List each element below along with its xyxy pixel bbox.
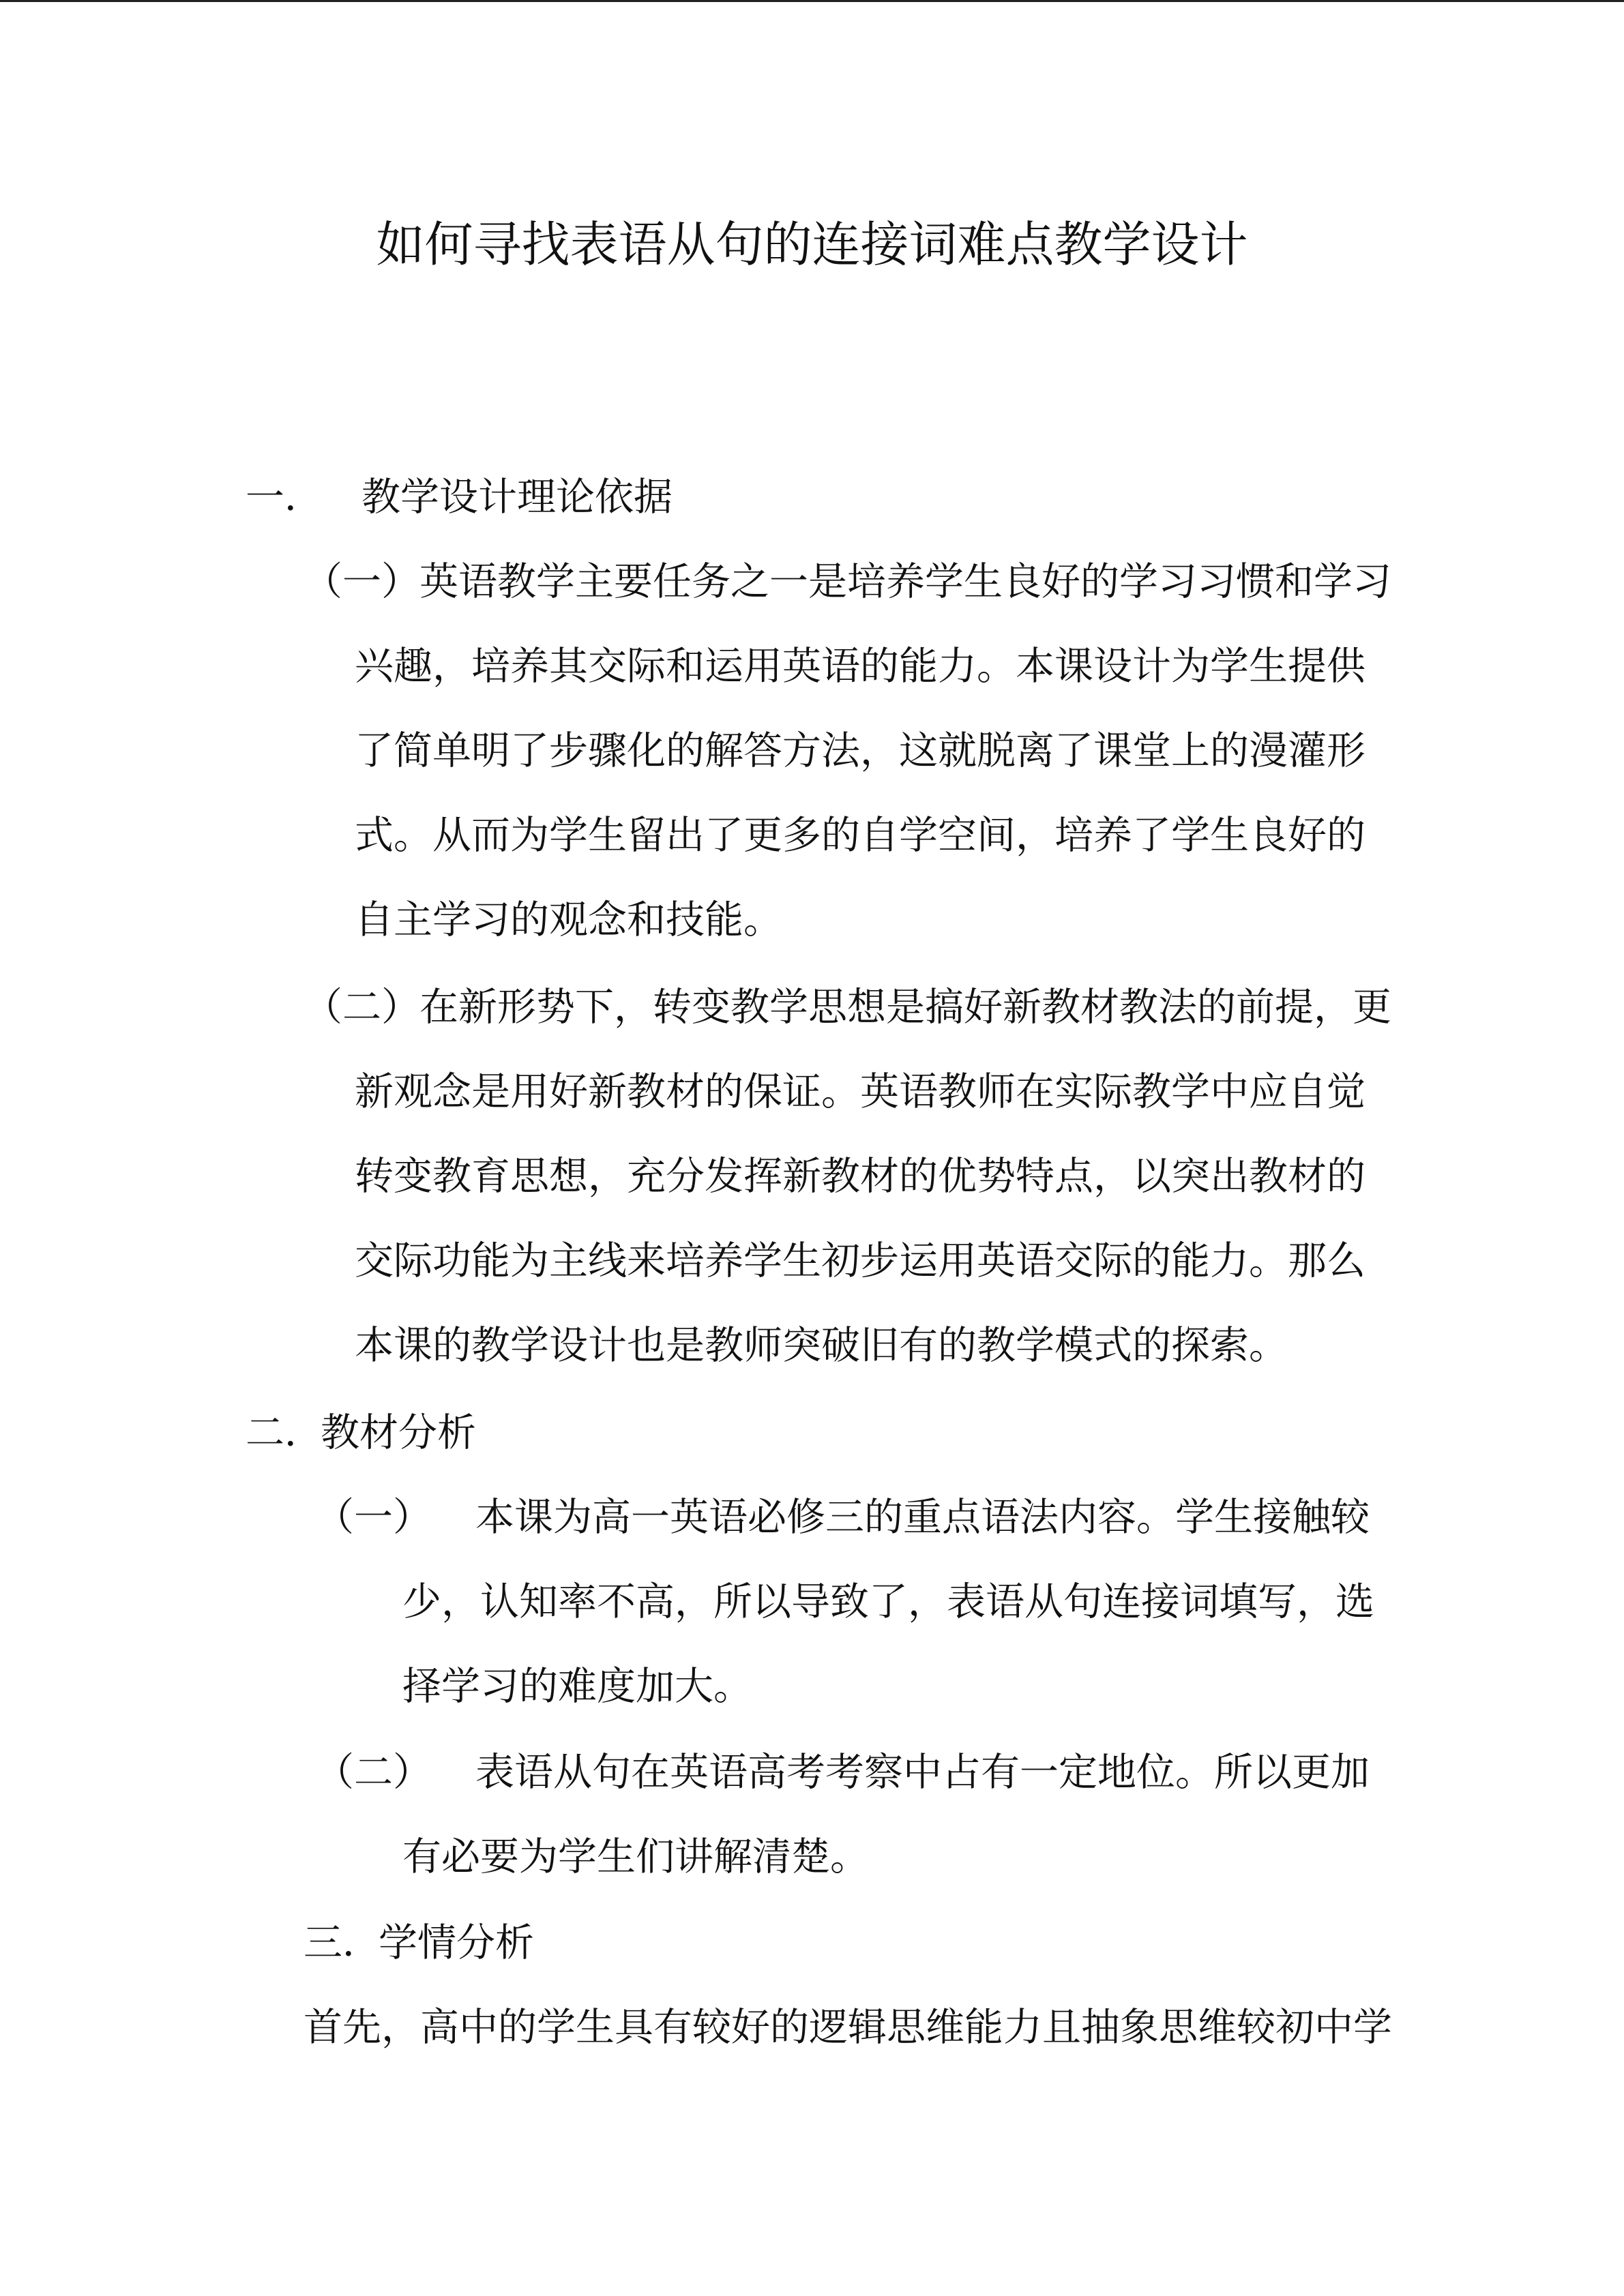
- paragraph-line: 了简单明了步骤化的解答方法，这就脱离了课堂上的漫灌形: [355, 728, 1365, 773]
- section-3-heading: [304, 1920, 534, 1965]
- paragraph-line: （一） 本课为高一英语必修三的重点语法内容。学生接触较: [315, 1495, 1370, 1540]
- paragraph-line: 有必要为学生们讲解清楚。: [402, 1834, 869, 1879]
- paragraph-line: （二）在新形势下，转变教学思想是搞好新教材教法的前提，更: [304, 985, 1391, 1030]
- page-title: 如何寻找表语从句的连接词难点教学设计: [376, 216, 1248, 273]
- section-1-heading: [246, 475, 673, 520]
- section-title: 教学设计理论依据: [361, 475, 673, 520]
- section-number: 一．: [246, 475, 323, 520]
- paragraph-line: （一）英语教学主要任务之一是培养学生良好的学习习惯和学习: [304, 559, 1391, 604]
- paragraph-line: 式。从而为学生留出了更多的自学空间，培养了学生良好的: [355, 813, 1365, 858]
- item-number: （二）: [315, 1750, 432, 1795]
- paragraph-line: 新观念是用好新教材的保证。英语教师在实际教学中应自觉: [355, 1069, 1365, 1114]
- item-number: （二）: [304, 985, 420, 1030]
- paragraph-line: 首先，高中的学生具有较好的逻辑思维能力且抽象思维较初中学: [304, 2005, 1392, 2050]
- paragraph-line: 自主学习的观念和技能。: [355, 897, 782, 942]
- section-number: 三．: [304, 1920, 381, 1965]
- paragraph-line: 转变教育思想，充分发挥新教材的优势特点，以突出教材的: [355, 1154, 1365, 1199]
- item-number: （一）: [304, 559, 420, 604]
- paragraph-line: 择学习的难度加大。: [402, 1664, 752, 1709]
- section-title: 学情分析: [379, 1920, 534, 1965]
- section-2-heading: [246, 1410, 476, 1455]
- paragraph-line: 交际功能为主线来培养学生初步运用英语交际的能力。那么: [355, 1238, 1365, 1283]
- paragraph-line: 本课的教学设计也是教师突破旧有的教学模式的探索。: [355, 1323, 1288, 1368]
- section-number: 二．: [246, 1410, 323, 1455]
- section-title: 教材分析: [321, 1410, 476, 1455]
- paragraph-line: 少，认知率不高，所以导致了，表语从句连接词填写，选: [402, 1579, 1374, 1624]
- paragraph-line: （二） 表语从句在英语高考考察中占有一定地位。所以更加: [315, 1750, 1370, 1795]
- item-number: （一）: [315, 1495, 432, 1540]
- paragraph-line: 兴趣，培养其交际和运用英语的能力。本课设计为学生提供: [355, 644, 1365, 689]
